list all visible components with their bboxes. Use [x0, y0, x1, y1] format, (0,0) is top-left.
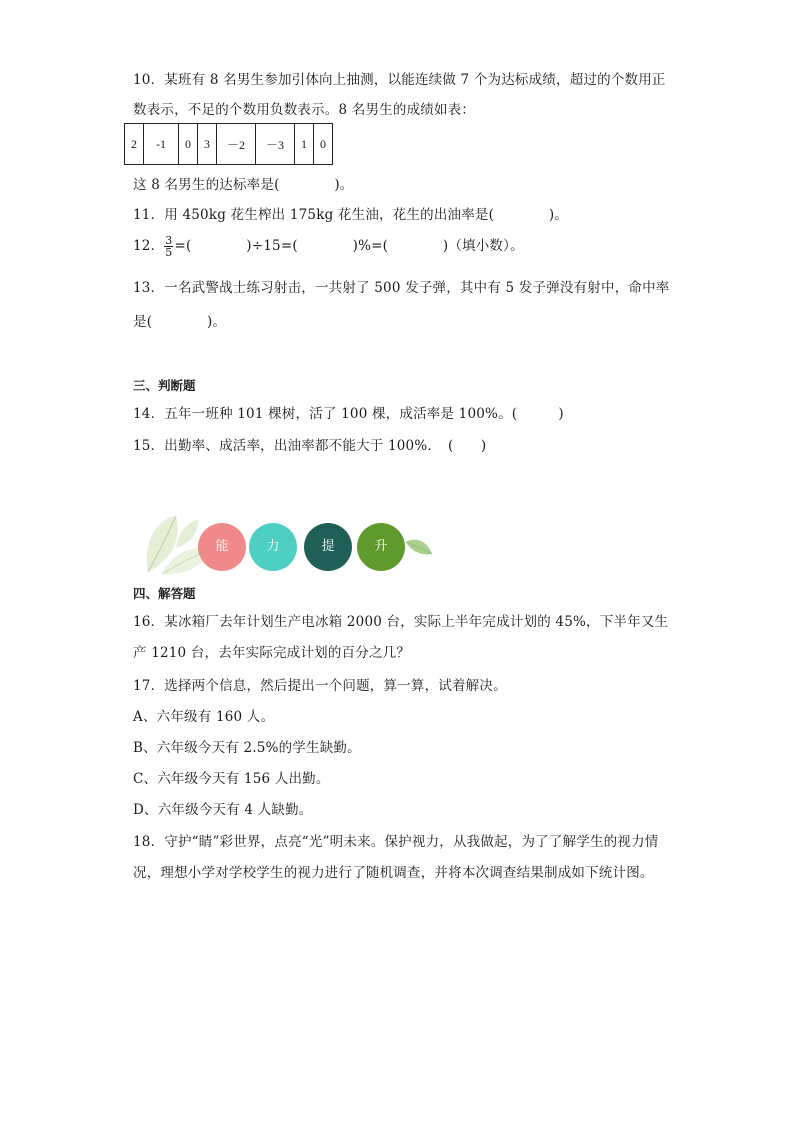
- fraction: [164, 235, 173, 258]
- q12-number: 12．: [133, 238, 165, 254]
- ability-banner: [138, 512, 438, 578]
- fraction-numerator: 3: [165, 234, 173, 247]
- score-cell: -1: [144, 124, 179, 165]
- section-heading-judgement: 三、判断题: [133, 378, 196, 393]
- fraction-denominator: 5: [165, 246, 173, 259]
- score-cell: 3: [198, 124, 217, 165]
- q17-option-c: C、六年级今天有 156 人出勤。: [133, 771, 330, 787]
- q16-line-1: 16．某冰箱厂去年计划生产电冰箱 2000 台，实际上半年完成计划的 45%，下半年又生: [133, 614, 669, 630]
- question-12: [133, 234, 524, 258]
- section-heading-solve: 四、解答题: [133, 586, 196, 601]
- q17-option-b: B、六年级今天有 2.5%的学生缺勤。: [133, 740, 361, 756]
- banner-circle-ti: 提: [304, 523, 352, 571]
- q17-option-d: D、六年级今天有 4 人缺勤。: [133, 802, 313, 818]
- q12-text: =( )÷15=( )%=( )（填小数）。: [174, 238, 524, 254]
- question-15: 15．出勤率、成活率，出油率都不能大于 100%． ( ): [133, 438, 487, 454]
- q18-line-1: 18．守护“睛”彩世界，点亮“光”明未来。保护视力，从我做起，为了了解学生的视力情: [133, 834, 659, 850]
- question-11: 11．用 450kg 花生榨出 175kg 花生油，花生的出油率是( )。: [133, 207, 569, 223]
- q13-line-1: 13．一名武警战士练习射击，一共射了 500 发子弹，其中有 5 发子弹没有射中，命中率: [133, 280, 670, 296]
- q10-line-1: 10．某班有 8 名男生参加引体向上抽测，以能连续做 7 个为达标成绩，超过的个数用正: [133, 72, 666, 88]
- scores-table: [124, 123, 333, 165]
- banner-circle-neng: 能: [198, 523, 246, 571]
- q18-line-2: 况，理想小学对学校学生的视力进行了随机调查，并将本次调查结果制成如下统计图。: [133, 865, 654, 881]
- banner-circle-li: 力: [249, 523, 297, 571]
- q10-line-2: 数表示，不足的个数用负数表示。8 名男生的成绩如表：: [133, 102, 476, 118]
- q17-option-a: A、六年级有 160 人。: [133, 709, 275, 725]
- banner-circle-sheng: 升: [357, 523, 405, 571]
- small-leaf-icon: [404, 536, 434, 560]
- score-cell: 0: [314, 124, 333, 165]
- score-cell: －3: [256, 124, 295, 165]
- score-cell: 1: [295, 124, 314, 165]
- q10-line-3: 这 8 名男生的达标率是( )。: [133, 177, 354, 193]
- q16-line-2: 产 1210 台，去年实际完成计划的百分之几？: [133, 645, 411, 661]
- q17-stem: 17．选择两个信息，然后提出一个问题，算一算，试着解决。: [133, 678, 507, 694]
- score-cell: 2: [125, 124, 144, 165]
- score-cell: 0: [179, 124, 198, 165]
- q13-line-2: 是( )。: [133, 314, 227, 330]
- score-cell: －2: [217, 124, 256, 165]
- question-14: 14．五年一班种 101 棵树，活了 100 棵，成活率是 100%。( ): [133, 406, 564, 422]
